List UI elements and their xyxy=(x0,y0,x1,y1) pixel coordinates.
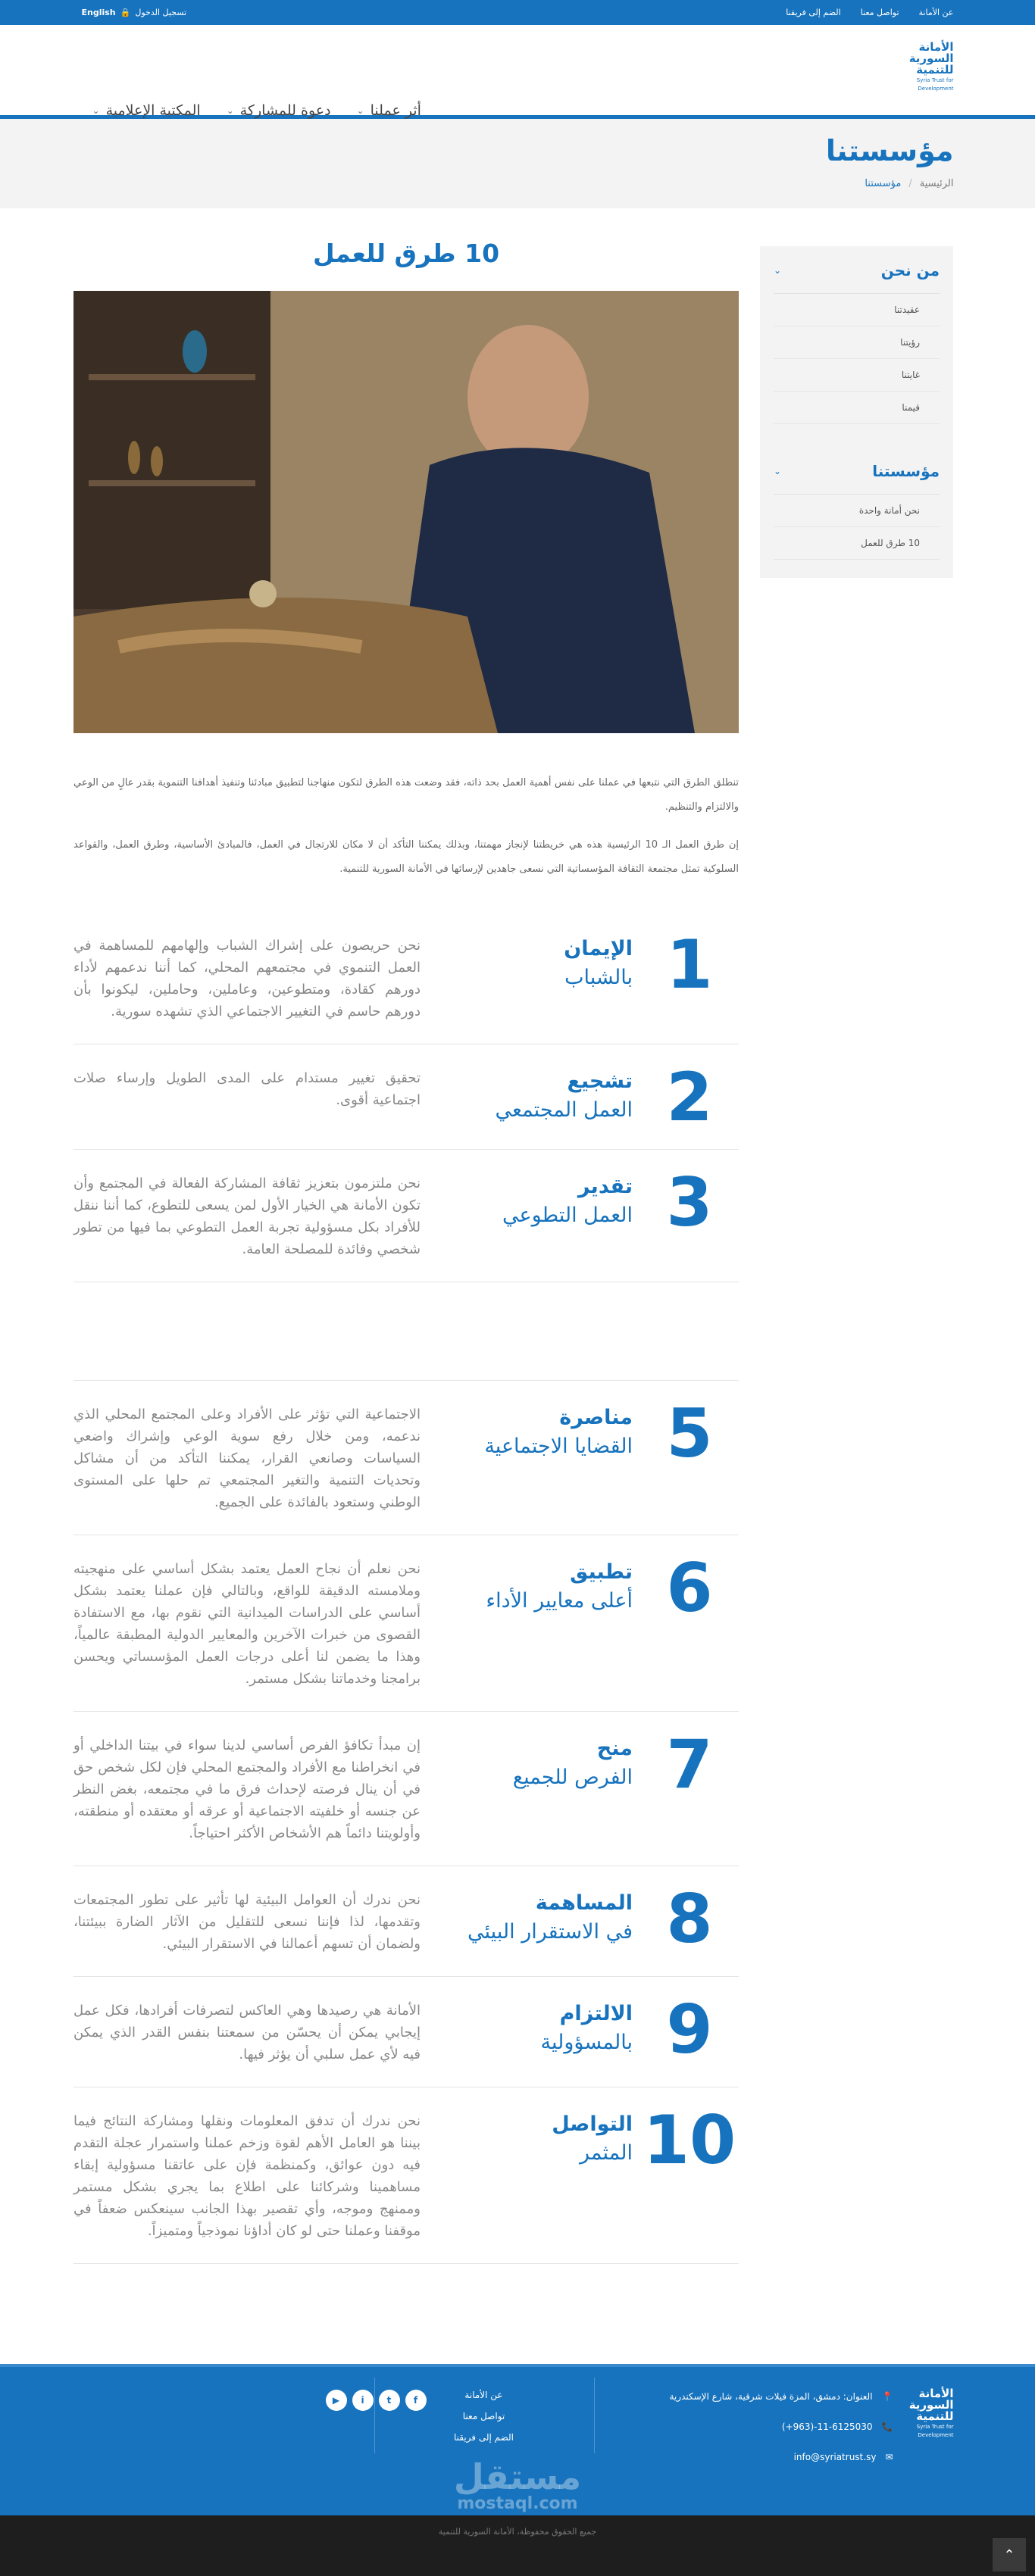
breadcrumb xyxy=(865,178,953,189)
way-item xyxy=(73,1150,739,1282)
footer-link-join[interactable]: الضم إلى فريقنا xyxy=(453,2432,514,2443)
sidebar-item-mission[interactable]: غايتنا xyxy=(774,359,940,392)
way-description: الاجتماعية التي تؤثر على الأفراد وعلى المجتمع المحلي الذي ندعمه، ومن خلال رفع سوية الوعي وإشراك واضعي السياسات وصانعي القرار، يمكننا التأكد من أن مشاكل وتحديات التنمية والتغير المجتمعي تم حلها على المستوى الوطني وستعود بالفائدة على الجميع. xyxy=(73,1407,421,1510)
sidebar-item-values[interactable]: قيمنا xyxy=(774,392,940,424)
way-description: الأمانة هي رصيدها وهي العاكس لتصرفات أفرادها، فكل عمل إيجابي يمكن أن يحسّن من سمعتنا بنفس القدر الذي يمكن فيه لأي عمل سلبي أن يؤثر فيها. xyxy=(73,2003,421,2062)
footer xyxy=(0,2364,1035,2515)
way-number: 1 xyxy=(666,926,713,1004)
ways-list xyxy=(73,912,739,2264)
main-nav xyxy=(92,102,421,119)
sidebar-item-belief[interactable]: عقيدتنا xyxy=(774,294,940,326)
footer-logo-en-2: Development xyxy=(918,2432,954,2438)
way-title-main: تشجيع xyxy=(567,1069,633,1093)
main-column xyxy=(73,239,739,2264)
location-icon: 📍 xyxy=(881,2391,893,2402)
footer-link-about[interactable]: عن الأمانة xyxy=(464,2390,503,2400)
way-description: نحن ملتزمون بتعزيز ثقافة المشاركة الفعالة في المجتمع وأن تكون الأمانة هي الخيار الأول لمن يسعى للتطوع، كما أننا ننقل للأفراد بكل مسؤولية تجربة العمل التطوعي بما فيها من تطور شخصي وفائدة للمصلحة العامة. xyxy=(73,1176,421,1257)
nav-label: المكتبة الإعلامية xyxy=(105,102,201,119)
way-description: نحن ندرك أن تدفق المعلومات ونقلها ومشاركة النتائج فيما بيننا هو العامل الأهم لقوة وزخم عملنا واستمرار عجلة التقدم فيه دون عوائق، وكمنظمة فإن على عاتقنا مسؤولية إبقاء مساهمينا وشركائنا على اطلاع بما يجري بشكل مستمر وممنهج وموجه، وأي تقصير بهذا الجانب سينعكس ضعفاً في موقفنا وعملنا حتى لو كان أداؤنا نموذجياً ومتميزاً. xyxy=(73,2113,421,2239)
way-number: 8 xyxy=(666,1880,713,1958)
way-description: تحقيق تغيير مستدام على المدى الطويل وإرساء صلات اجتماعية أقوى. xyxy=(73,1070,421,1108)
way-title-sub: العمل المجتمعي xyxy=(495,1098,633,1122)
chevron-down-icon: ⌄ xyxy=(774,466,782,476)
way-title xyxy=(451,2000,640,2057)
way-number: 2 xyxy=(666,1058,713,1136)
blank-section xyxy=(73,1282,739,1381)
craftsman-photo xyxy=(73,291,739,733)
way-number: 9 xyxy=(666,1991,713,2069)
way-item xyxy=(73,912,739,1044)
way-title xyxy=(451,1404,640,1461)
social-links xyxy=(326,2390,427,2411)
way-title xyxy=(451,1067,640,1125)
way-title-main: منح xyxy=(596,1737,633,1760)
way-title-sub: أعلى معايير الأداء xyxy=(486,1589,633,1613)
chevron-down-icon: ⌄ xyxy=(774,265,782,276)
content-area xyxy=(0,208,1035,2364)
footer-logo-line-1: الأمانة xyxy=(918,2387,954,2400)
way-description: نحن ندرك أن العوامل البيئية لها تأثير على تطور المجتمعات وتقدمها، لذا فإننا نسعى للتقليل من الآثار الضارة ببيئتنا، ولضمان أن تسهم أعمالنا في الاستقرار البيئي. xyxy=(73,1892,421,1952)
way-title xyxy=(451,1172,640,1230)
mail-icon: ✉ xyxy=(885,2452,893,2462)
way-number: 6 xyxy=(666,1549,713,1627)
footer-divider xyxy=(374,2378,375,2453)
way-item xyxy=(73,2087,739,2264)
page-title-band xyxy=(0,119,1035,208)
scroll-to-top-button[interactable] xyxy=(993,2538,1026,2571)
watermark-text: مستقل xyxy=(453,2456,582,2497)
language-link[interactable]: English xyxy=(81,8,116,17)
sidebar-section-title: من نحن xyxy=(880,261,940,279)
sidebar xyxy=(760,246,953,578)
instagram-icon[interactable]: i xyxy=(352,2390,374,2411)
way-title-main: المساهمة xyxy=(535,1891,633,1915)
way-description: إن مبدأ تكافؤ الفرص أساسي لدينا سواء في بيتنا الداخلي أو في انخراطنا مع الأفراد والمجتمع المحلي فإن لكل شخص حق في أن ينال فرصته لإحداث فرق ما في مجتمعه، بغض النظر عن جنسه أو خلفيته الاجتماعية أو عرقه أو معتقده أو منطقته، وأولويتنا دائماً هم الأشخاص الأكثر احتياجاً. xyxy=(73,1738,421,1841)
top-link-contact[interactable]: تواصل معنا xyxy=(860,8,899,17)
footer-logo-en-1: Syria Trust for xyxy=(916,2424,954,2430)
logo-line-1: الأمانة xyxy=(918,40,954,54)
way-title xyxy=(451,2110,640,2168)
way-item xyxy=(73,1712,739,1866)
nav-label: دعوة للمشاركة xyxy=(239,102,331,119)
way-title-sub: العمل التطوعي xyxy=(502,1204,633,1227)
copyright: جميع الحقوق محفوظة، الأمانة السورية للتنمية xyxy=(438,2527,597,2537)
way-title-main: الالتزام xyxy=(559,2002,633,2025)
watermark-url: mostaql.com xyxy=(457,2494,578,2513)
way-title-sub: الفرص للجميع xyxy=(512,1766,633,1789)
way-title-sub: بالمسؤولية xyxy=(540,2031,633,2054)
sidebar-section-org[interactable] xyxy=(774,447,940,495)
footer-address-text: العنوان: دمشق، المزة فيلات شرقية، شارع الإسكندرية xyxy=(669,2391,873,2402)
way-item xyxy=(73,1535,739,1712)
footer-email-text[interactable]: info@syriatrust.sy xyxy=(793,2452,877,2462)
youtube-icon[interactable]: ▶ xyxy=(326,2390,347,2411)
sidebar-box xyxy=(760,246,953,578)
twitter-icon[interactable]: t xyxy=(379,2390,400,2411)
footer-link-contact[interactable]: تواصل معنا xyxy=(462,2411,505,2421)
way-title xyxy=(451,1889,640,1947)
lock-icon: 🔒 xyxy=(120,8,131,17)
header xyxy=(0,25,1035,119)
way-title-sub: بالشباب xyxy=(564,966,633,989)
logo-line-3: للتنمية xyxy=(916,63,954,76)
nav-invitation[interactable] xyxy=(227,102,331,119)
way-title xyxy=(451,935,640,992)
logo-en-2: Development xyxy=(918,86,954,92)
photo-illustration xyxy=(73,291,739,733)
way-title-main: الإيمان xyxy=(564,937,633,960)
facebook-icon[interactable]: f xyxy=(405,2390,427,2411)
way-item xyxy=(73,1866,739,1977)
intro-paragraph-1: تنطلق الطرق التي نتبعها في عملنا على نفس أهمية العمل بحد ذاته، فقد وضعت هذه الطرق لتكون منهاجنا لتطبيق مبادئنا وتنفيذ أهدافنا التنموية بقدر عالٍ من الوعي والالتزام والتنظيم. xyxy=(73,777,739,813)
article-heading: 10 طرق للعمل xyxy=(312,239,500,268)
way-number: 7 xyxy=(666,1725,713,1803)
way-title xyxy=(451,1558,640,1616)
nav-impact[interactable] xyxy=(357,102,421,119)
watermark xyxy=(82,2458,954,2512)
way-description: نحن حريصون على إشراك الشباب وإلهامهم للمساهمة في العمل التنموي في مجتمعهم المحلي، كما أننا ندعمهم لأداء دورهم كقادة، ومتطوعين، وعاملين، وحاملين، ليكونوا بأن دورهم حاسم في التغيير الاجتماعي الذي تشهده سورية. xyxy=(73,938,421,1019)
breadcrumb-current: مؤسستنا xyxy=(865,178,902,189)
footer-address xyxy=(670,2391,893,2402)
sidebar-item-ten-ways[interactable]: 10 طرق للعمل xyxy=(774,527,940,560)
breadcrumb-home[interactable]: الرئيسية xyxy=(919,178,954,189)
footer-phone xyxy=(670,2421,893,2432)
way-title-main: مناصرة xyxy=(559,1406,633,1429)
footer-divider xyxy=(594,2378,595,2453)
chevron-up-icon: ⌃ xyxy=(1003,2546,1015,2563)
footer-logo-line-2: السورية xyxy=(908,2398,954,2412)
site-logo[interactable] xyxy=(909,42,954,92)
footer-logo-line-3: للتنمية xyxy=(916,2409,954,2423)
chevron-down-icon: ⌄ xyxy=(226,105,234,116)
intro-text xyxy=(73,771,739,882)
chevron-down-icon: ⌄ xyxy=(92,105,100,116)
way-item xyxy=(73,1044,739,1150)
way-title-sub: المثمر xyxy=(580,2141,633,2165)
way-item xyxy=(73,1977,739,2087)
breadcrumb-separator: / xyxy=(908,178,912,189)
sidebar-gap xyxy=(774,424,940,447)
phone-icon: 📞 xyxy=(881,2421,893,2432)
chevron-down-icon: ⌄ xyxy=(356,105,364,116)
bottom-bar xyxy=(0,2515,1035,2576)
footer-logo[interactable] xyxy=(909,2388,954,2439)
sidebar-item-one-trust[interactable]: نحن أمانة واحدة xyxy=(774,495,940,527)
way-title-main: التواصل xyxy=(552,2112,633,2136)
page-title: مؤسستنا xyxy=(825,134,954,167)
way-title-sub: القضايا الاجتماعية xyxy=(484,1435,633,1458)
login-link[interactable]: تسجيل الدخول xyxy=(135,8,187,17)
logo-en-1: Syria Trust for xyxy=(916,77,954,83)
footer-phone-text[interactable]: (+963)-11-6125030 xyxy=(781,2421,873,2432)
way-number: 3 xyxy=(666,1163,713,1241)
way-title xyxy=(451,1735,640,1792)
logo-line-2: السورية xyxy=(908,52,954,65)
footer-links xyxy=(446,2390,522,2453)
way-number: 5 xyxy=(666,1394,713,1472)
top-bar xyxy=(0,0,1035,25)
way-title-sub: في الاستقرار البيئي xyxy=(467,1920,633,1944)
sidebar-section-title: مؤسستنا xyxy=(872,462,940,480)
sidebar-item-vision[interactable]: رؤيتنا xyxy=(774,326,940,359)
way-description: نحن نعلم أن نجاح العمل يعتمد بشكل أساسي على منهجيته وملامسته الدقيقة للواقع، وبالتالي فإن عملنا يعتمد بشكل أساسي على الدراسات الميدانية التي نقوم بها، مع الاستفادة القصوى من خبرات الآخرين والمعايير الدولية المطبقة عالمياً، وهذا ما يضمن لنا أعلى درجات العمل المؤسساتي ويحسن برامجنا وخدماتنا بشكل مستمر. xyxy=(73,1561,421,1687)
top-link-join[interactable]: الضم إلى فريقنا xyxy=(786,8,841,17)
top-link-about[interactable]: عن الأمانة xyxy=(918,8,954,17)
intro-paragraph-2: إن طرق العمل الـ 10 الرئيسية هذه هي خريطتنا لإنجاز مهمتنا، وبذلك يمكننا التأكد أن لا مكان للارتجال في العمل، فالمبادئ الأساسية، وطرق العمل، والقواعد السلوكية تمثل مجتمعة الثقافة المؤسساتية التي نسعى جاهدين لإرسائها في الأمانة السورية للتنمية. xyxy=(73,839,739,875)
way-title-main: تقدير xyxy=(577,1175,633,1198)
sidebar-section-about[interactable] xyxy=(774,246,940,294)
way-title-main: تطبيق xyxy=(570,1560,633,1584)
way-number: 10 xyxy=(643,2101,736,2179)
nav-label: أثر عملنا xyxy=(370,102,421,119)
way-item xyxy=(73,1381,739,1535)
nav-media-library[interactable] xyxy=(92,102,201,119)
